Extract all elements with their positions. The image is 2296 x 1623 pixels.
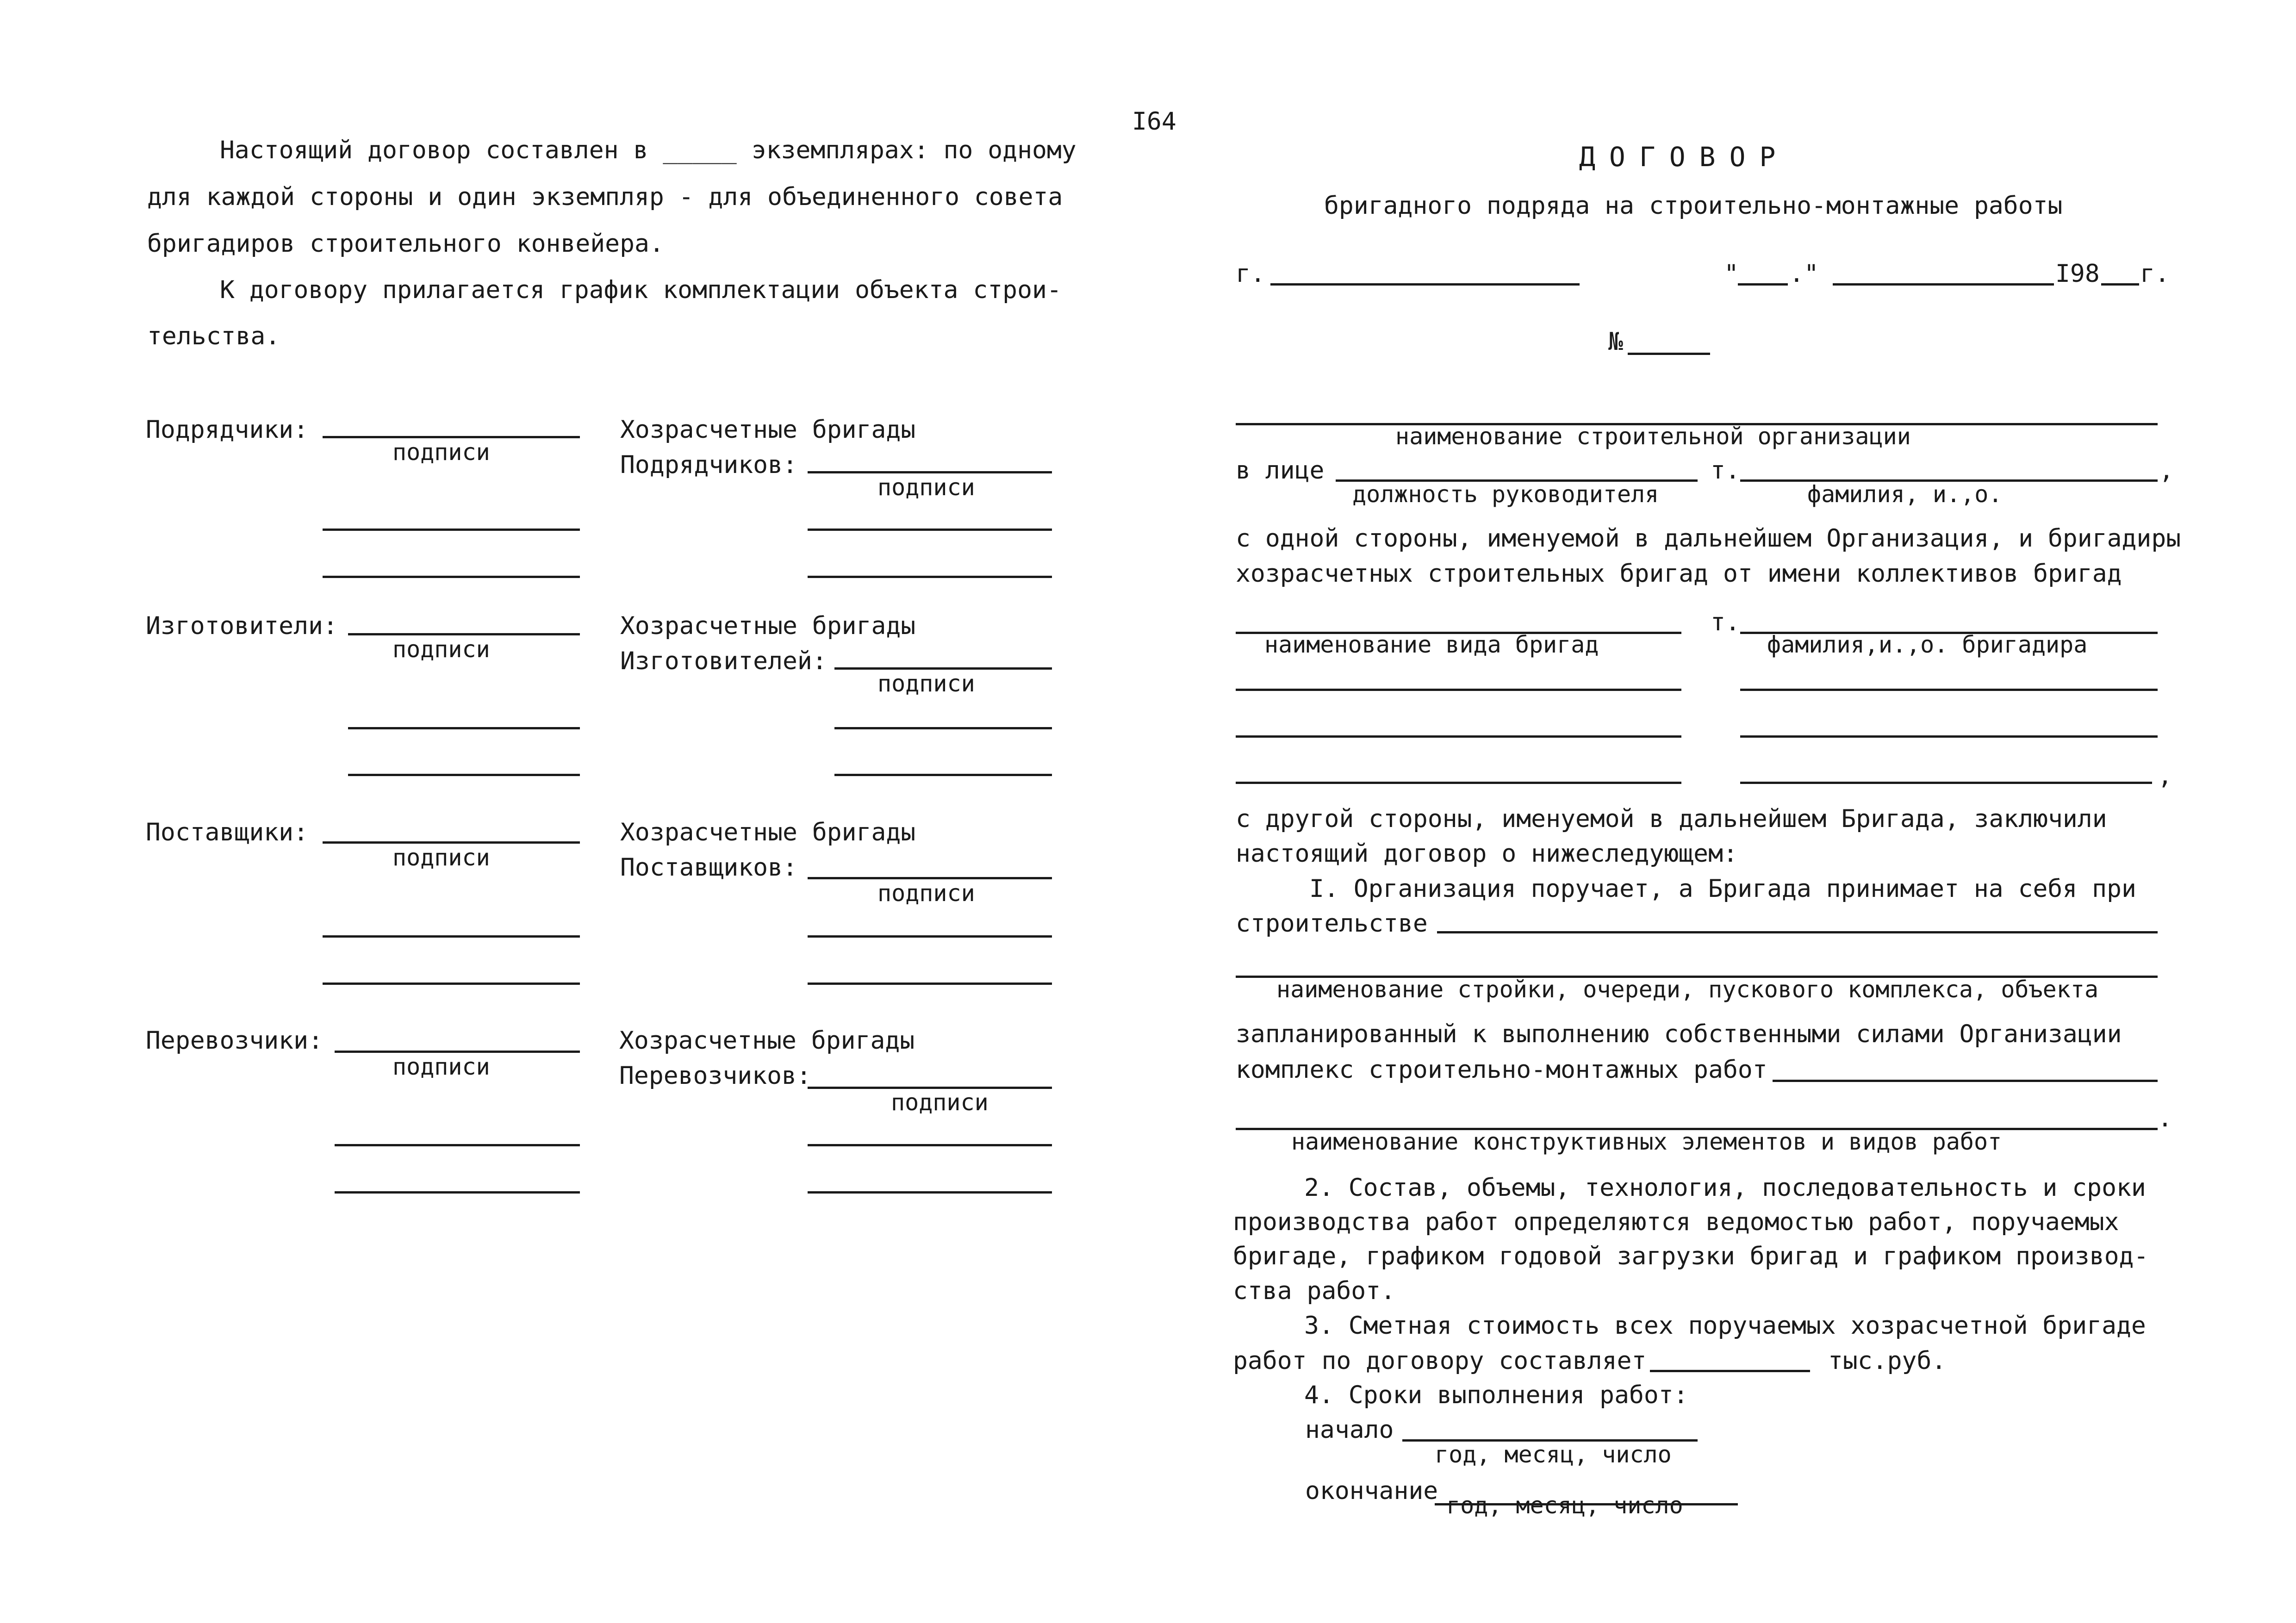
- carriers-label: Перевозчики:: [146, 1026, 323, 1055]
- planned-line-2: комплекс строительно-монтажных работ: [1236, 1056, 1767, 1084]
- one-side-line-1: с одной стороны, именуемой в дальнейшем Организация, и бригадиры: [1236, 524, 2181, 553]
- suppliers-brigades-label-1: Хозрасчетные бригады: [620, 818, 916, 846]
- suppliers-brigades-signature-line-1[interactable]: [808, 877, 1052, 879]
- manufacturers-brigades-signature-caption: подписи: [877, 670, 975, 697]
- contractors-brigades-signature-line-3[interactable]: [808, 576, 1052, 578]
- carriers-signature-line-3[interactable]: [335, 1191, 580, 1194]
- city-field[interactable]: [1270, 283, 1580, 286]
- suppliers-brigades-signature-line-2[interactable]: [808, 935, 1052, 938]
- currency-label: тыс.руб.: [1828, 1347, 1947, 1375]
- suppliers-signature-caption: подписи: [392, 844, 490, 871]
- city-prefix: г.: [1236, 260, 1265, 288]
- carriers-signature-caption: подписи: [392, 1053, 490, 1080]
- position-caption: должность руководителя: [1352, 481, 1659, 508]
- organization-caption: наименование строительной организации: [1395, 423, 1911, 450]
- brigade-type-field-3[interactable]: [1236, 735, 1681, 738]
- suppliers-label: Поставщики:: [146, 818, 308, 846]
- carriers-signature-line-2[interactable]: [335, 1144, 580, 1146]
- suppliers-signature-line-3[interactable]: [323, 983, 580, 985]
- elements-caption: наименование конструктивных элементов и видов работ: [1291, 1128, 2002, 1155]
- one-side-line-2: хозрасчетных строительных бригад от имени коллективов бригад: [1236, 560, 2122, 588]
- item2-line-3: бригаде, графиком годовой загрузки бригад и графиком производ-: [1233, 1242, 2149, 1270]
- page-number: I64: [1132, 107, 1176, 136]
- brigade-type-caption: наименование вида бригад: [1264, 631, 1599, 658]
- carriers-brigades-label-2: Перевозчиков:: [619, 1062, 811, 1090]
- carriers-signature-line-1[interactable]: [335, 1051, 580, 1053]
- manufacturers-signature-line-2[interactable]: [348, 727, 580, 729]
- contract-title: ДОГОВОР: [1579, 141, 1790, 173]
- foreman-comma: ,: [2158, 762, 2172, 790]
- t-label-1: т.: [1711, 456, 1740, 485]
- t-label-2: т.: [1711, 608, 1740, 636]
- number-sign: №: [1608, 328, 1623, 356]
- construction-caption: наименование стройки, очереди, пускового комплекса, объекта: [1276, 976, 2099, 1003]
- contractors-signature-line-1[interactable]: [323, 436, 580, 438]
- suppliers-brigades-signature-caption: подписи: [877, 880, 975, 907]
- item2-line-2: производства работ определяются ведомостью работ, поручаемых: [1233, 1208, 2119, 1236]
- manufacturers-brigades-label-2: Изготовителей:: [620, 647, 827, 675]
- construction-field-1[interactable]: [1437, 931, 2158, 933]
- manufacturers-brigades-signature-line-1[interactable]: [834, 667, 1052, 670]
- suppliers-brigades-label-2: Поставщиков:: [620, 853, 797, 882]
- carriers-brigades-signature-line-2[interactable]: [808, 1144, 1052, 1146]
- cost-field[interactable]: [1650, 1370, 1810, 1372]
- item1-line-2: строительстве: [1236, 909, 1428, 938]
- suppliers-signature-line-1[interactable]: [323, 841, 580, 844]
- item2-line-1: 2. Состав, объемы, технология, последовательность и сроки: [1304, 1174, 2146, 1202]
- end-label: окончание: [1305, 1477, 1438, 1505]
- item3-line-1: 3. Сметная стоимость всех поручаемых хозрасчетной бригаде: [1304, 1312, 2146, 1340]
- carriers-brigades-signature-line-3[interactable]: [808, 1191, 1052, 1194]
- carriers-brigades-signature-caption: подписи: [891, 1089, 989, 1116]
- manufacturers-brigades-label-1: Хозрасчетные бригады: [620, 612, 916, 640]
- contractors-brigades-signature-line-2[interactable]: [808, 529, 1052, 531]
- contractors-signature-line-2[interactable]: [323, 529, 580, 531]
- foreman-field-2[interactable]: [1740, 689, 2158, 691]
- date-close-quote: .": [1789, 260, 1819, 288]
- start-date-caption: год, месяц, число: [1435, 1441, 1672, 1468]
- manufacturers-signature-line-3[interactable]: [348, 774, 580, 776]
- manufacturers-brigades-signature-line-2[interactable]: [834, 727, 1052, 729]
- intro-line-1: Настоящий договор составлен в _____ экземплярах: по одному: [220, 136, 1076, 164]
- year-prefix: I98: [2055, 260, 2100, 288]
- brigade-type-field-4[interactable]: [1236, 782, 1681, 784]
- intro-line-3: бригадиров строительного конвейера.: [147, 230, 664, 258]
- intro-line-2: для каждой стороны и один экземпляр - для объединенного совета: [147, 183, 1063, 211]
- contract-subtitle: бригадного подряда на строительно-монтажные работы: [1324, 192, 2063, 220]
- item3-line-2: работ по договору составляет: [1233, 1347, 1647, 1375]
- surname-comma: ,: [2159, 456, 2174, 485]
- contractors-signature-caption: подписи: [392, 439, 490, 466]
- day-field[interactable]: [1738, 283, 1788, 286]
- manufacturers-signature-caption: подписи: [392, 636, 490, 663]
- foreman-caption: фамилия,и.,о. бригадира: [1767, 631, 2088, 658]
- works-period: .: [2158, 1104, 2172, 1132]
- works-field-1[interactable]: [1773, 1080, 2158, 1082]
- brigade-type-field-2[interactable]: [1236, 689, 1681, 691]
- suppliers-brigades-signature-line-3[interactable]: [808, 983, 1052, 985]
- number-field[interactable]: [1628, 353, 1710, 355]
- year-suffix: г.: [2140, 260, 2170, 288]
- year-field[interactable]: [2101, 283, 2139, 286]
- surname-caption: фамилия, и.,о.: [1807, 481, 2003, 508]
- planned-line-1: запланированный к выполнению собственными силами Организации: [1236, 1020, 2122, 1048]
- attachment-line-2: тельства.: [147, 322, 280, 350]
- month-field[interactable]: [1833, 283, 2054, 286]
- contractors-brigades-signature-line-1[interactable]: [808, 471, 1052, 473]
- carriers-brigades-label-1: Хозрасчетные бригады: [619, 1026, 915, 1055]
- contractors-label: Подрядчики:: [146, 416, 308, 444]
- date-open-quote: ": [1724, 260, 1739, 288]
- foreman-field-4[interactable]: [1740, 782, 2152, 784]
- start-label: начало: [1305, 1416, 1394, 1444]
- contractors-brigades-label-2: Подрядчиков:: [620, 451, 797, 479]
- item1-line-1: I. Организация поручает, а Бригада принимает на себя при: [1309, 875, 2136, 903]
- manufacturers-signature-line-1[interactable]: [348, 633, 580, 635]
- foreman-field-3[interactable]: [1740, 735, 2158, 738]
- item2-line-4: ства работ.: [1233, 1277, 1395, 1305]
- other-side-line-2: настоящий договор о нижеследующем:: [1236, 839, 1738, 868]
- manufacturers-brigades-signature-line-3[interactable]: [834, 774, 1052, 776]
- in-person-label: в лице: [1236, 456, 1325, 485]
- end-date-caption: год, месяц, число: [1446, 1492, 1683, 1519]
- contractors-brigades-label-1: Хозрасчетные бригады: [620, 416, 916, 444]
- manufacturers-label: Изготовители:: [146, 612, 338, 640]
- contractors-brigades-signature-caption: подписи: [877, 474, 975, 501]
- other-side-line-1: с другой стороны, именуемой в дальнейшем Бригада, заключили: [1236, 805, 2107, 833]
- contractors-signature-line-3[interactable]: [323, 576, 580, 578]
- item4-heading: 4. Сроки выполнения работ:: [1304, 1381, 1688, 1409]
- attachment-line-1: К договору прилагается график комплектации объекта строи-: [220, 276, 1062, 304]
- suppliers-signature-line-2[interactable]: [323, 935, 580, 938]
